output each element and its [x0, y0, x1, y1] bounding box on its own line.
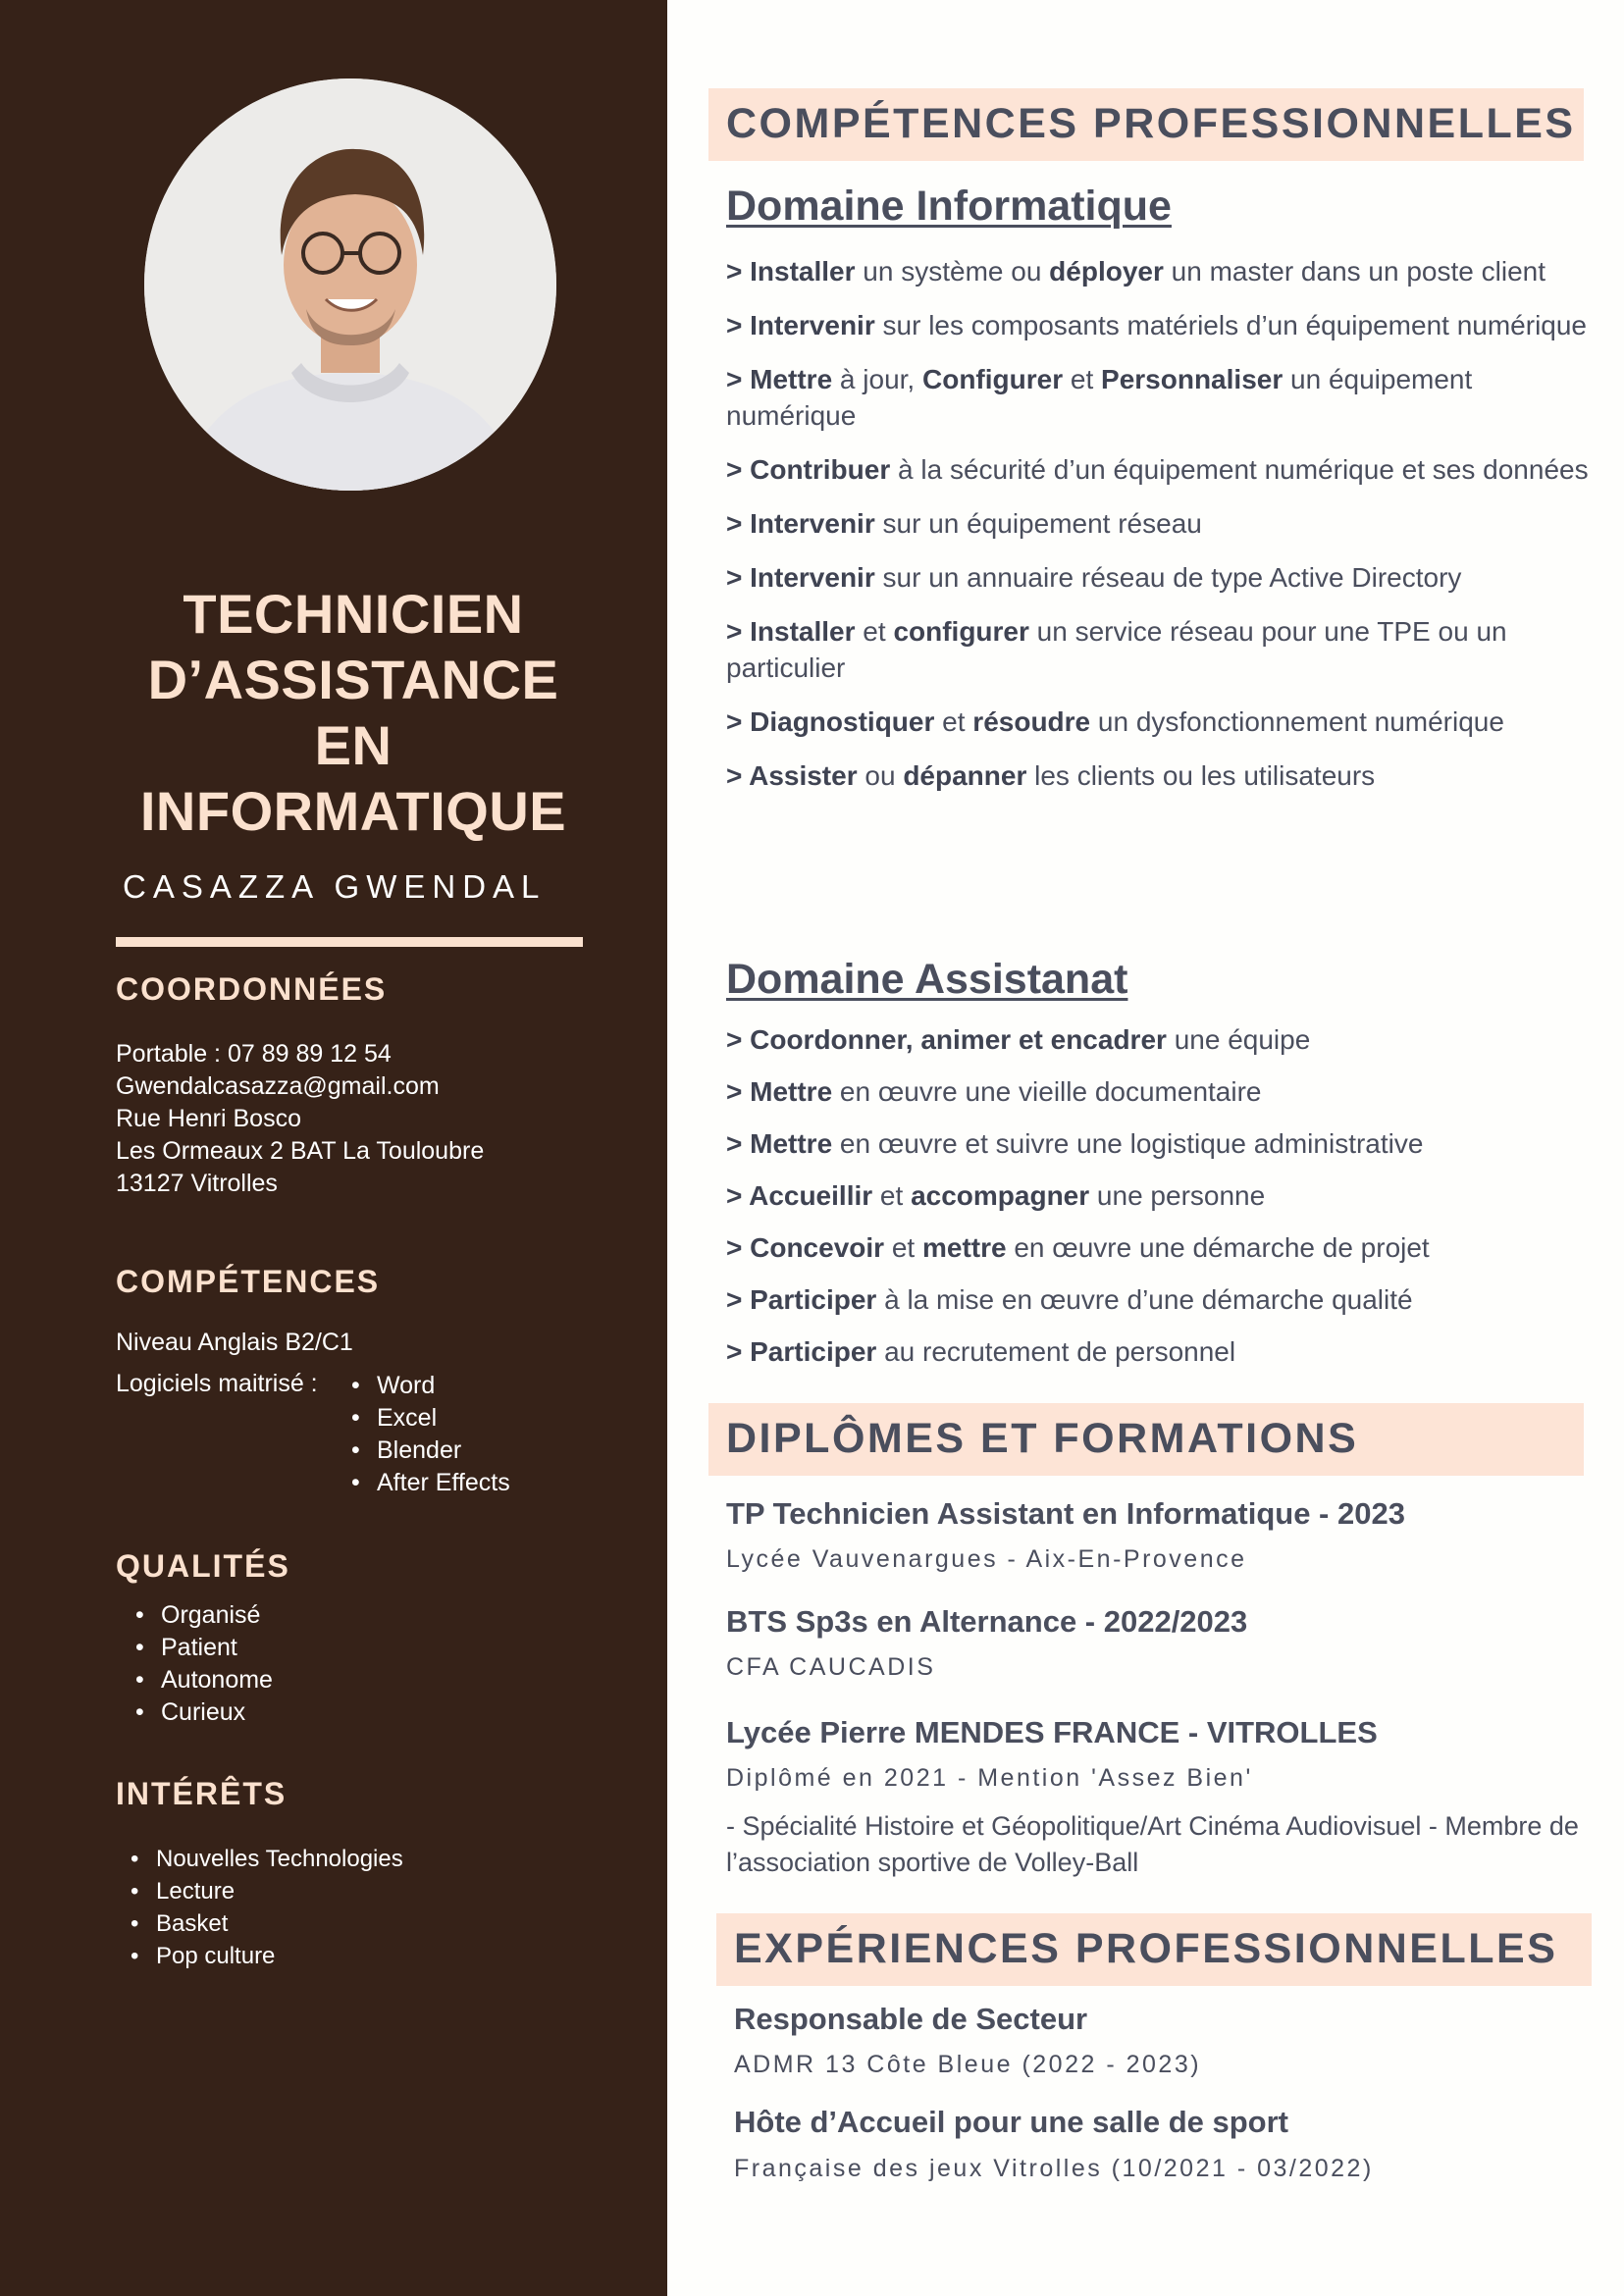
- skill-keyword: dépanner: [903, 760, 1027, 791]
- skill-keyword: déployer: [1049, 256, 1164, 287]
- skill-item: [726, 1177, 1590, 1214]
- skill-text: ou: [857, 760, 904, 791]
- skill-keyword: > Participer: [726, 1284, 877, 1315]
- qualities-heading: QUALITÉS: [116, 1548, 290, 1584]
- skill-keyword: Personnaliser: [1101, 364, 1283, 394]
- interests-list: [123, 1843, 403, 1972]
- experience-title: EXPÉRIENCES PROFESSIONNELLES: [734, 1925, 1558, 1972]
- skill-text: et: [884, 1232, 922, 1263]
- skill-item: [726, 307, 1590, 343]
- software-item: • Excel: [343, 1402, 510, 1435]
- diploma-school: CFA CAUCADIS: [726, 1653, 936, 1681]
- skill-text: un équipement numérique: [726, 364, 1473, 431]
- software-item: • Blender: [343, 1435, 510, 1467]
- diplomas-section-header: [708, 1403, 1584, 1476]
- skill-text: et: [855, 616, 894, 647]
- skill-item: [726, 505, 1590, 542]
- job-title-line: EN: [314, 714, 393, 776]
- diploma-description: - Spécialité Histoire et Géopolitique/Art Cinéma Audiovisuel - Membre de l’association sportive de Volley-Ball: [726, 1811, 1579, 1877]
- software-item: • Word: [343, 1370, 510, 1402]
- skill-text: une équipe: [1166, 1024, 1311, 1055]
- phone-number: Portable : 07 89 89 12 54: [116, 1040, 392, 1068]
- diploma-school: Diplômé en 2021 - Mention 'Assez Bien': [726, 1764, 1253, 1792]
- skill-item: [726, 253, 1590, 289]
- interest-item: • Nouvelles Technologies: [123, 1843, 403, 1875]
- skill-text: un service réseau pour une TPE ou un particulier: [726, 616, 1507, 683]
- skill-keyword: > Mettre: [726, 1128, 833, 1159]
- diplomas-title: DIPLÔMES ET FORMATIONS: [726, 1415, 1359, 1462]
- skill-text: en œuvre une démarche de projet: [1006, 1232, 1430, 1263]
- skill-item: [726, 613, 1590, 686]
- email-address: Gwendalcasazza@gmail.com: [116, 1072, 440, 1100]
- interest-item: • Basket: [123, 1907, 403, 1940]
- domain-assistanat-title: Domaine Assistanat: [726, 956, 1128, 1003]
- profile-photo: [144, 78, 556, 491]
- job-title-line: D’ASSISTANCE: [147, 649, 559, 710]
- skill-keyword: > Coordonner, animer et encadrer: [726, 1024, 1167, 1055]
- skill-keyword: > Contribuer: [726, 454, 891, 485]
- quality-item: • Curieux: [128, 1696, 273, 1729]
- diploma-title: Lycée Pierre MENDES FRANCE - VITROLLES: [726, 1715, 1378, 1749]
- domain-assistanat-list: [726, 1021, 1590, 1370]
- diploma-title: BTS Sp3s en Alternance - 2022/2023: [726, 1604, 1248, 1639]
- job-title-line: INFORMATIQUE: [139, 780, 567, 842]
- skill-keyword: > Intervenir: [726, 562, 875, 593]
- skill-keyword: résoudre: [972, 706, 1091, 737]
- skill-text: au recrutement de personnel: [876, 1336, 1236, 1367]
- skill-keyword: > Mettre: [726, 364, 833, 394]
- skill-keyword: > Accueillir: [726, 1180, 873, 1211]
- contact-details: [116, 1038, 484, 1200]
- quality-item: • Patient: [128, 1632, 273, 1664]
- software-list: [343, 1370, 510, 1499]
- skill-keyword: Configurer: [922, 364, 1064, 394]
- skill-text: et: [872, 1180, 912, 1211]
- quality-item: • Autonome: [128, 1664, 273, 1696]
- skill-text: un dysfonctionnement numérique: [1090, 706, 1504, 737]
- skill-item: [726, 1073, 1590, 1110]
- skill-keyword: configurer: [893, 616, 1029, 647]
- skill-item: [726, 1281, 1590, 1318]
- skill-text: un système ou: [855, 256, 1050, 287]
- interests-heading: INTÉRÊTS: [116, 1776, 288, 1811]
- software-label: Logiciels maitrisé :: [116, 1370, 318, 1397]
- skill-text: sur un annuaire réseau de type Active Directory: [874, 562, 1462, 593]
- competences-section-header: [708, 88, 1584, 161]
- skill-keyword: > Assister: [726, 760, 858, 791]
- skill-text: une personne: [1089, 1180, 1266, 1211]
- domain-it-list: [726, 253, 1590, 794]
- skill-text: sur les composants matériels d’un équipement numérique: [874, 310, 1587, 340]
- skill-text: un master dans un poste client: [1163, 256, 1545, 287]
- job-title: [39, 581, 667, 844]
- competences-title: COMPÉTENCES PROFESSIONNELLES: [726, 100, 1576, 147]
- diploma-title: TP Technicien Assistant en Informatique - 2023: [726, 1496, 1405, 1531]
- skill-keyword: accompagner: [911, 1180, 1090, 1211]
- skill-item: [726, 757, 1590, 794]
- skill-item: [726, 1229, 1590, 1266]
- skill-item: [726, 1125, 1590, 1162]
- skill-item: [726, 451, 1590, 488]
- candidate-name: CASAZZA GWENDAL: [123, 868, 547, 905]
- skill-keyword: > Participer: [726, 1336, 877, 1367]
- skill-text: à la sécurité d’un équipement numérique et ses données: [890, 454, 1589, 485]
- skill-item: [726, 361, 1590, 434]
- skill-keyword: > Installer: [726, 256, 856, 287]
- skill-keyword: mettre: [921, 1232, 1007, 1263]
- job-employer: ADMR 13 Côte Bleue (2022 - 2023): [734, 2051, 1202, 2078]
- sidebar: [0, 0, 667, 2296]
- address-street: Rue Henri Bosco: [116, 1105, 301, 1132]
- skills-heading: COMPÉTENCES: [116, 1264, 381, 1299]
- skill-keyword: > Installer: [726, 616, 856, 647]
- skill-keyword: > Concevoir: [726, 1232, 885, 1263]
- contact-heading: COORDONNÉES: [116, 971, 388, 1007]
- quality-item: • Organisé: [128, 1599, 273, 1632]
- domain-it-title: Domaine Informatique: [726, 183, 1172, 230]
- skill-text: à la mise en œuvre d’une démarche qualité: [876, 1284, 1413, 1315]
- job-position: Hôte d’Accueil pour une salle de sport: [734, 2105, 1288, 2139]
- interest-item: • Pop culture: [123, 1940, 403, 1972]
- skill-text: les clients ou les utilisateurs: [1026, 760, 1376, 791]
- diploma-school: Lycée Vauvenargues - Aix-En-Provence: [726, 1545, 1247, 1573]
- job-position: Responsable de Secteur: [734, 2002, 1088, 2036]
- skill-item: [726, 704, 1590, 740]
- skill-text: à jour,: [832, 364, 922, 394]
- skill-text: et: [934, 706, 973, 737]
- skill-keyword: > Mettre: [726, 1076, 833, 1107]
- qualities-list: [128, 1599, 273, 1729]
- language-level: Niveau Anglais B2/C1: [116, 1329, 353, 1356]
- address-building: Les Ormeaux 2 BAT La Touloubre: [116, 1137, 485, 1165]
- portrait-illustration: [144, 78, 556, 491]
- skill-item: [726, 1333, 1590, 1370]
- skill-text: et: [1063, 364, 1102, 394]
- skill-keyword: > Intervenir: [726, 310, 875, 340]
- skill-item: [726, 559, 1590, 596]
- skill-text: en œuvre une vieille documentaire: [832, 1076, 1262, 1107]
- skill-text: sur un équipement réseau: [874, 508, 1202, 539]
- job-employer: Française des jeux Vitrolles (10/2021 - 03/2022): [734, 2155, 1374, 2182]
- skill-text: en œuvre et suivre une logistique administrative: [832, 1128, 1424, 1159]
- address-city: 13127 Vitrolles: [116, 1170, 278, 1197]
- skill-keyword: > Intervenir: [726, 508, 875, 539]
- interest-item: • Lecture: [123, 1875, 403, 1907]
- software-item: • After Effects: [343, 1467, 510, 1499]
- skill-keyword: > Diagnostiquer: [726, 706, 935, 737]
- skill-item: [726, 1021, 1590, 1058]
- experience-section-header: [716, 1913, 1592, 1986]
- divider: [116, 937, 583, 947]
- job-title-line: TECHNICIEN: [183, 583, 524, 645]
